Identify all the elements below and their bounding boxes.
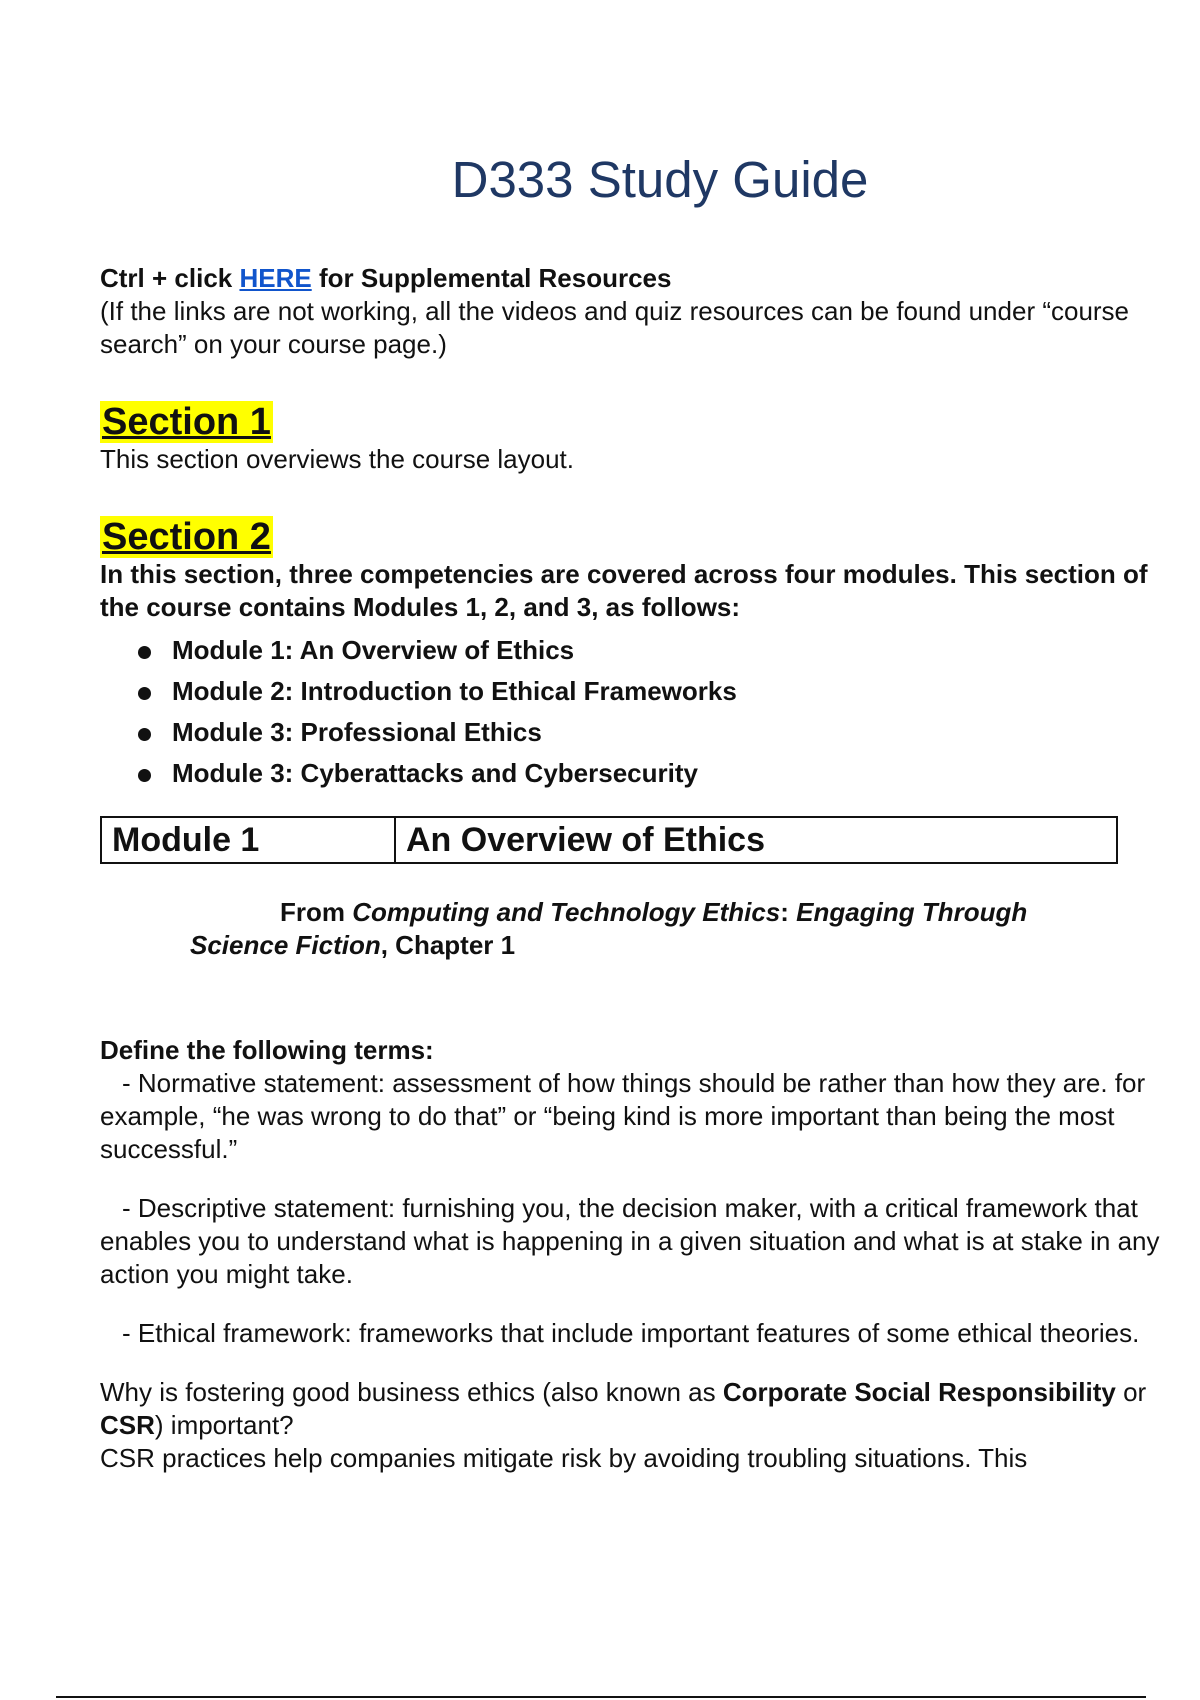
csr-question: Why is fostering good business ethics (also known as Corporate Social Responsibility or CSR) important? <box>100 1377 1147 1440</box>
section-2-text: In this section, three competencies are covered across four modules. This section of the course contains Modules 1, 2, and 3, as follows: <box>100 559 1148 622</box>
section-1-text: This section overviews the course layout. <box>100 444 574 474</box>
csr-answer: CSR practices help companies mitigate risk by avoiding troubling situations. This <box>100 1443 1028 1473</box>
ctrl-click-text: Ctrl + click <box>100 263 240 293</box>
module-1-table <box>100 816 1118 864</box>
term-normative: - Normative statement: assessment of how things should be rather than how they are. for example, “he was wrong to do that” or “being kind is more important than being the most successful.” <box>100 1068 1146 1164</box>
supplemental-resources-line <box>100 262 1190 295</box>
supplemental-resources-text: for Supplemental Resources <box>311 263 672 293</box>
bullet-icon <box>138 769 151 782</box>
here-link[interactable]: HERE <box>239 263 312 293</box>
list-item: Module 3: Professional Ethics <box>100 712 1190 753</box>
book-title-part2b: Science Fiction <box>190 930 381 960</box>
book-title-part1: Computing and Technology Ethics <box>352 897 781 927</box>
list-item: Module 2: Introduction to Ethical Frameworks <box>100 671 1190 712</box>
module-list <box>100 630 1190 794</box>
module-title-cell: An Overview of Ethics <box>395 817 1117 863</box>
term-descriptive: - Descriptive statement: furnishing you, the decision maker, with a critical framework that enables you to understand what is happening in a given situation and what is at stake in any action you might take. <box>100 1193 1160 1289</box>
links-note: (If the links are not working, all the videos and quiz resources can be found under “course search” on your course page.) <box>100 296 1130 359</box>
define-heading: Define the following terms: <box>100 1035 434 1065</box>
page-divider <box>56 1696 1146 1698</box>
list-item: Module 1: An Overview of Ethics <box>100 630 1190 671</box>
section-2 <box>100 516 1190 794</box>
document-body <box>100 262 1190 1475</box>
section-1-heading: Section 1 <box>102 401 271 443</box>
term-ethical-framework: - Ethical framework: frameworks that include important features of some ethical theories. <box>122 1318 1140 1348</box>
section-1 <box>100 401 1190 476</box>
bullet-icon <box>138 646 151 659</box>
chapter-label: , Chapter 1 <box>380 930 516 960</box>
book-title-part2a: Engaging Through <box>796 897 1028 927</box>
bullet-icon <box>138 728 151 741</box>
csr-question-section <box>100 1376 1190 1475</box>
define-terms-section <box>100 1034 1190 1350</box>
source-citation: From Computing and Technology Ethics: Engaging Through Science Fiction, Chapter 1 <box>190 897 1028 960</box>
page-title: D333 Study Guide <box>451 151 869 208</box>
list-item: Module 3: Cyberattacks and Cybersecurity <box>100 753 1190 794</box>
section-2-heading: Section 2 <box>102 516 271 558</box>
bullet-icon <box>138 687 151 700</box>
module-number-cell: Module 1 <box>101 817 395 863</box>
table-row <box>101 817 1117 863</box>
